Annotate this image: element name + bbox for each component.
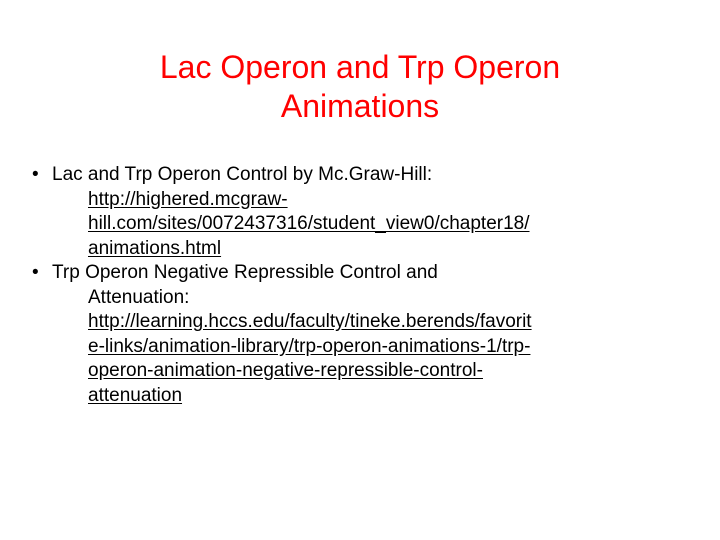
animation-link[interactable]: attenuation [88, 384, 183, 406]
animation-link[interactable]: hill.com/sites/0072437316/student_view0/chapter18/ [88, 213, 530, 234]
bullet-dot-icon: • [32, 262, 39, 283]
bullet-text: Trp Operon Negative Repressible Control and [52, 262, 438, 283]
bullet-text: Attenuation: [88, 286, 190, 308]
animation-link[interactable]: animations.html [88, 237, 222, 259]
bullet-dot-icon: • [32, 164, 39, 185]
slide-title [72, 48, 648, 126]
slide-title-line: Lac Operon and Trp Operon [159, 49, 561, 85]
bullet-list [30, 163, 670, 408]
animation-link[interactable]: operon-animation-negative-repressible-control- [88, 360, 483, 381]
slide-title-line: Animations [280, 88, 440, 124]
bullet-item [30, 261, 670, 408]
animation-link[interactable]: http://learning.hccs.edu/faculty/tineke.berends/favorit [88, 311, 532, 332]
bullet-item [30, 163, 670, 261]
animation-link[interactable]: http://highered.mcgraw- [88, 188, 288, 210]
bullet-text: Lac and Trp Operon Control by Mc.Graw-Hill: [52, 164, 433, 185]
animation-link[interactable]: e-links/animation-library/trp-operon-animations-1/trp- [88, 335, 531, 357]
